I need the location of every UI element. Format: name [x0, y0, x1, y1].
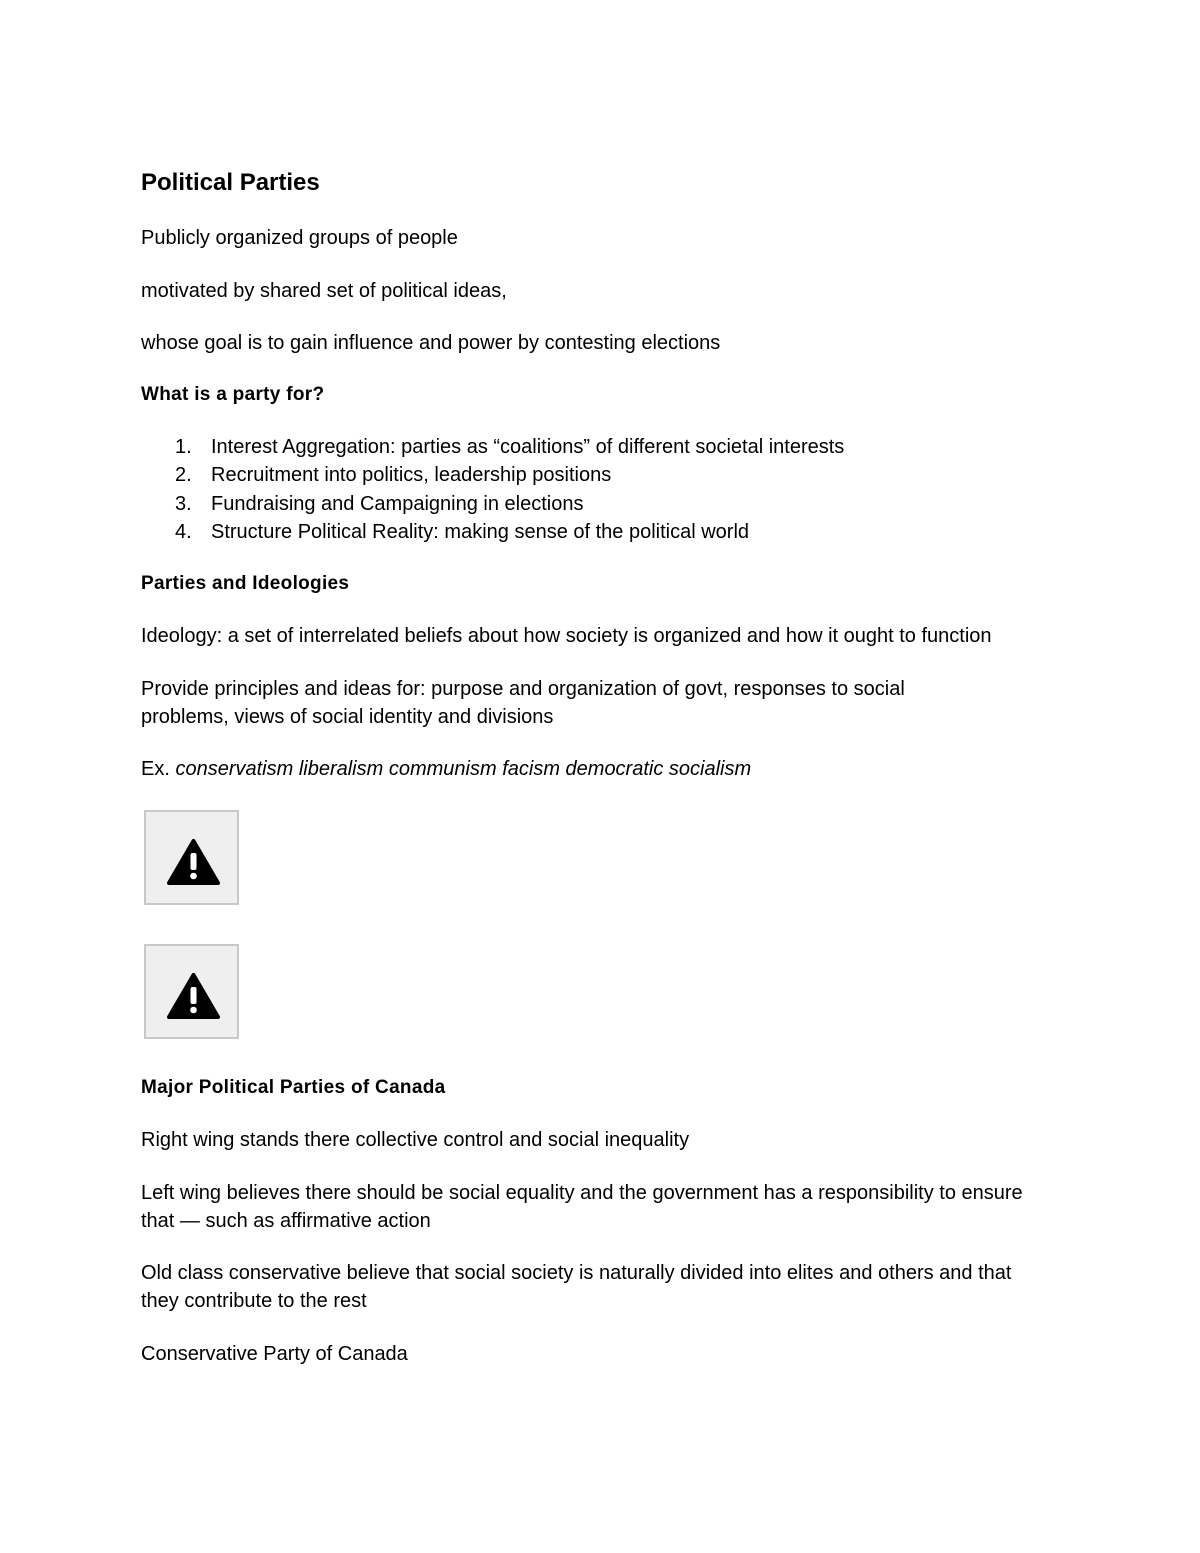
page-title: Political Parties: [141, 169, 320, 196]
intro-line-1: Publicly organized groups of people: [141, 227, 458, 249]
list-item: [141, 518, 1066, 546]
section-heading-canada: Major Political Parties of Canada: [141, 1077, 446, 1098]
ideology-examples: [141, 755, 1066, 783]
list-item: [141, 461, 1066, 489]
purpose-list: [141, 433, 1066, 546]
list-item-text: Recruitment into politics, leadership positions: [211, 464, 612, 487]
intro-line-3: whose goal is to gain influence and power by contesting elections: [141, 332, 721, 354]
ideology-principles: Provide principles and ideas for: purpose and organization of govt, responses to social problems, views of social identity and divisions: [141, 678, 905, 728]
warning-icon: [167, 972, 220, 1020]
left-wing-paragraph: Left wing believes there should be social equality and the government has a responsibility to ensure that — such as affirmative action: [141, 1182, 1023, 1232]
list-number: 1.: [175, 436, 192, 458]
broken-image-placeholder: [144, 810, 239, 905]
ideology-definition: Ideology: a set of interrelated beliefs about how society is organized and how it ought to function: [141, 625, 992, 647]
examples-prefix: Ex.: [141, 758, 176, 780]
examples-list: conservatism liberalism communism facism democratic socialism: [175, 758, 752, 780]
list-item-text: Fundraising and Campaigning in elections: [211, 492, 584, 515]
list-number: 2.: [175, 464, 192, 487]
section-heading-purpose: What is a party for?: [141, 384, 325, 405]
broken-image-placeholder: [144, 944, 239, 1039]
list-item: [141, 433, 1066, 461]
list-item: [141, 490, 1066, 518]
list-item-text: Structure Political Reality: making sense of the political world: [211, 520, 750, 543]
conservative-party-line: Conservative Party of Canada: [141, 1343, 408, 1365]
intro-line-2: motivated by shared set of political ideas,: [141, 280, 507, 302]
list-item-text: Interest Aggregation: parties as “coalitions” of different societal interests: [211, 436, 845, 458]
warning-icon: [167, 838, 220, 886]
right-wing-paragraph: Right wing stands there collective control and social inequality: [141, 1129, 690, 1151]
old-class-conservative-paragraph: Old class conservative believe that social society is naturally divided into elites and others and that they contribute to the rest: [141, 1262, 1012, 1312]
list-number: 3.: [175, 492, 192, 515]
list-number: 4.: [175, 520, 192, 543]
section-heading-ideologies: Parties and Ideologies: [141, 573, 350, 594]
